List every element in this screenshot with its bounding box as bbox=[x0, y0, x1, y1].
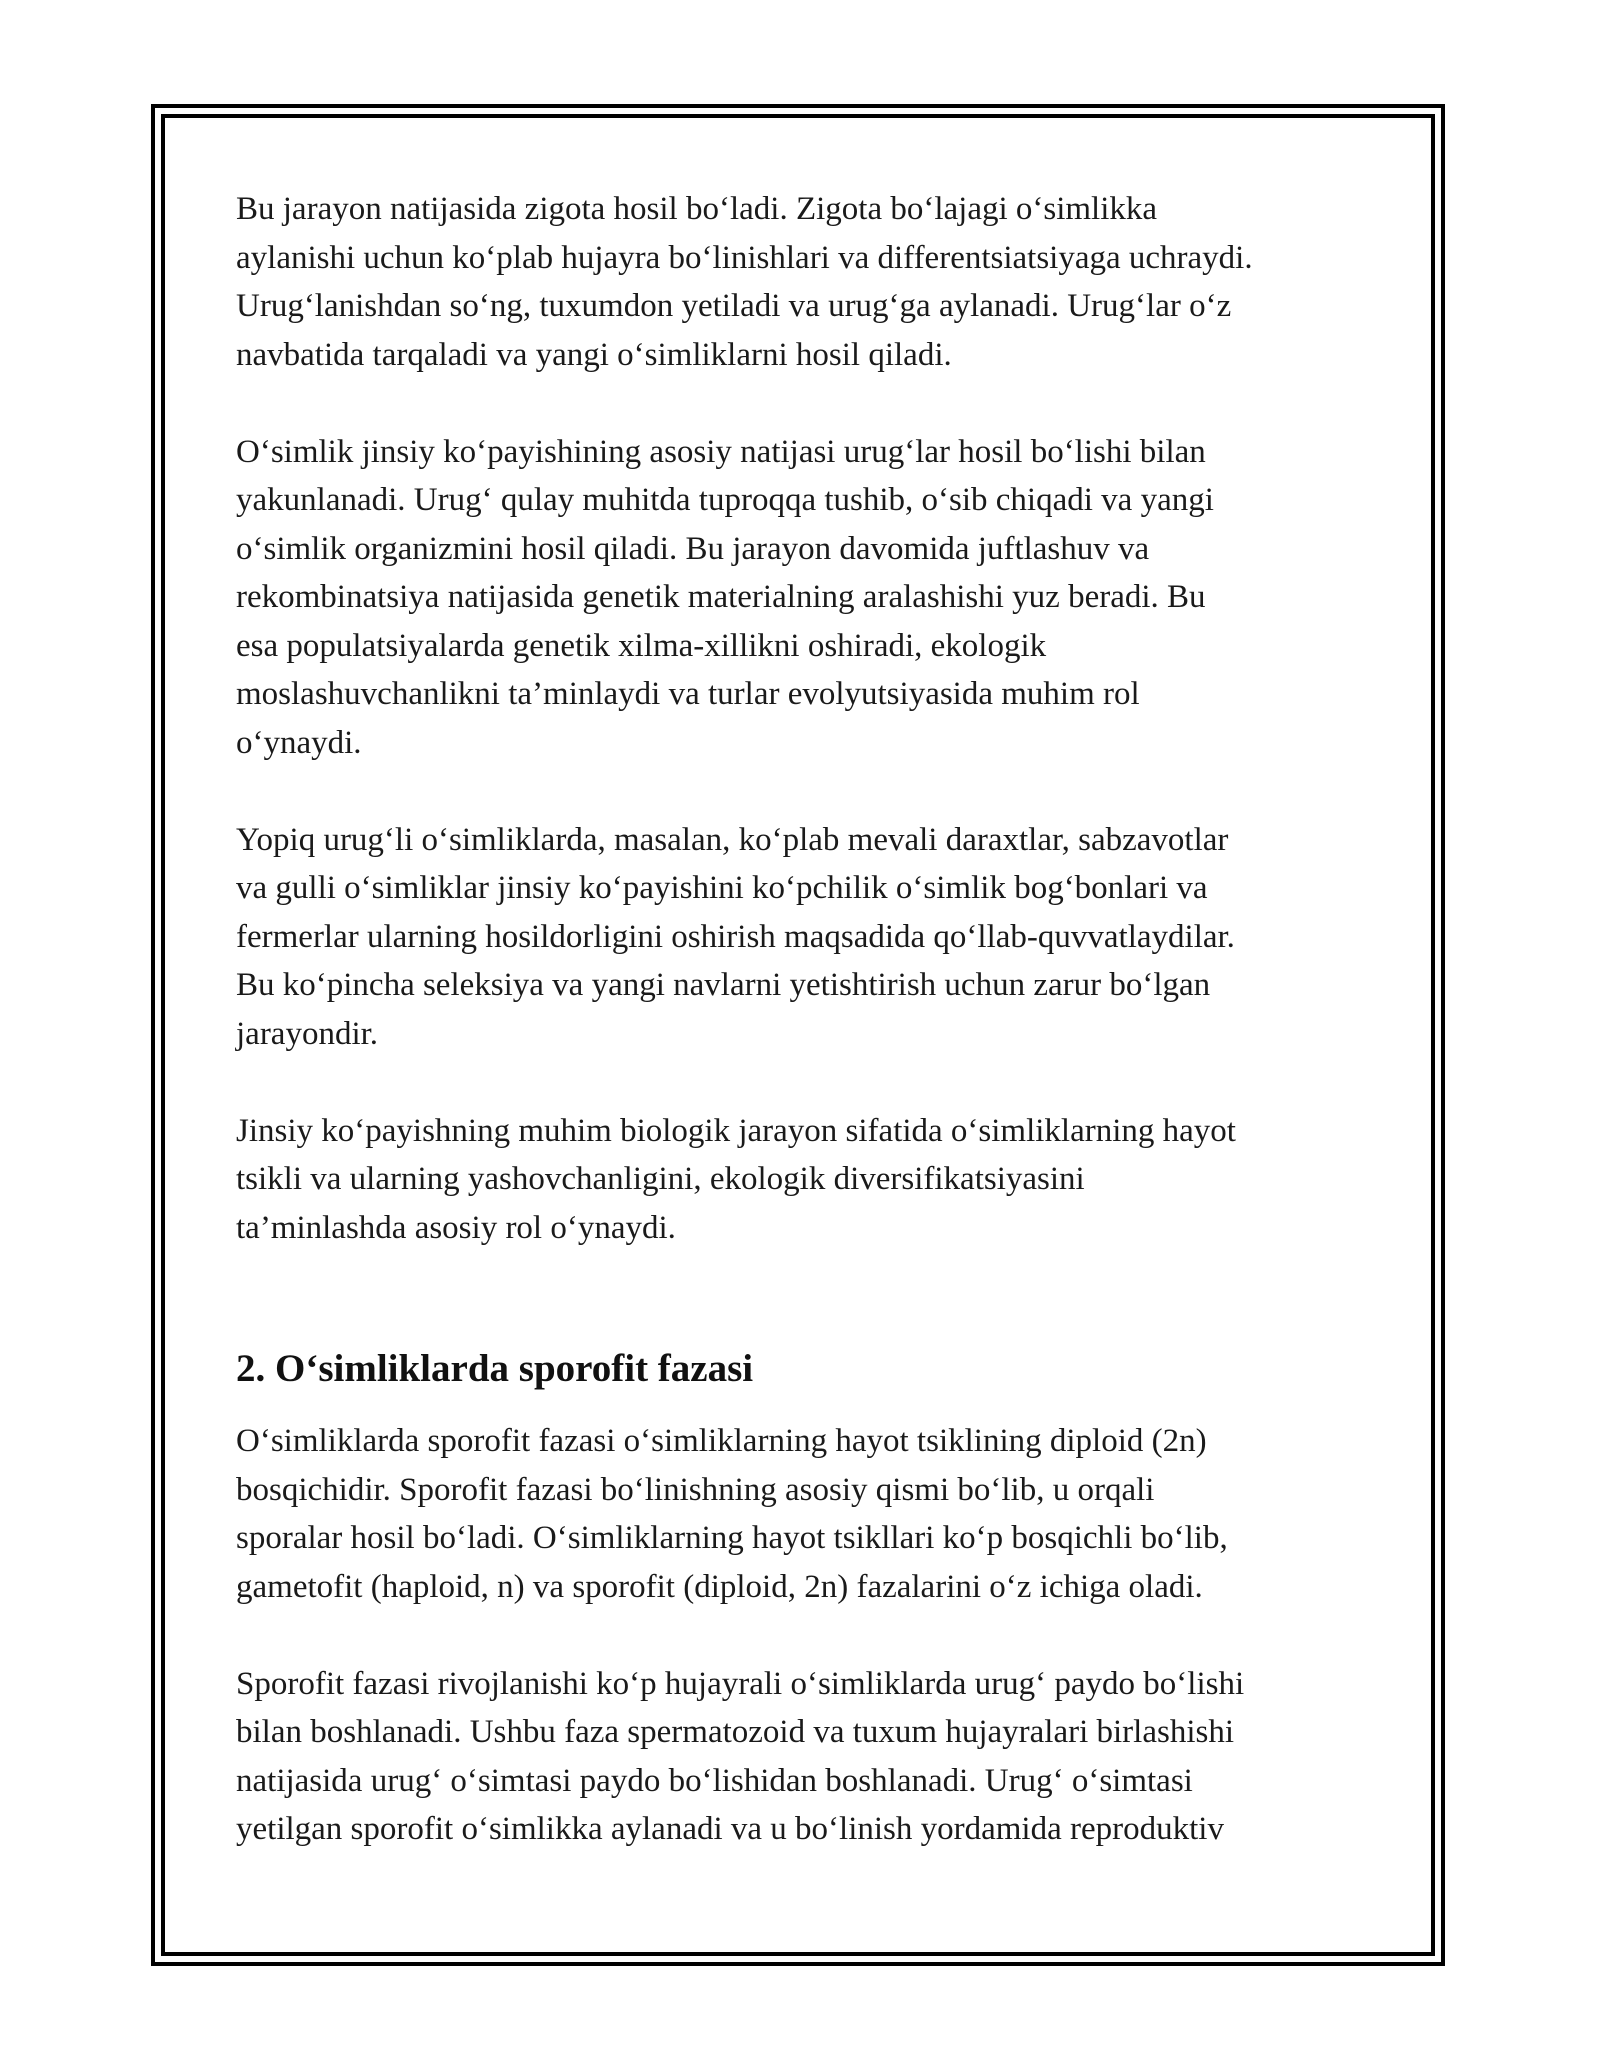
paragraph-sporophyte-development: Sporofit fazasi rivojlanishi ko‘p hujayrali o‘simliklarda urug‘ paydo bo‘lishi bilan boshlanadi. Ushbu faza spermatozoid va tuxum hujayralari birlashishi natijasida urug‘ o‘simtasi paydo bo‘lishidan boshlanadi. Urug‘ o‘simtasi yetilgan sporofit o‘simlikka aylanadi va u bo‘linish yordamida reproduktiv bbox=[236, 1665, 1245, 1847]
paragraph-sexual-reproduction-result: O‘simlik jinsiy ko‘payishining asosiy natijasi urug‘lar hosil bo‘lishi bilan yakunlanadi. Urug‘ qulay muhitda tuproqqa tushib, o‘sib chiqadi va yangi o‘simlik organizmini hosil qiladi. Bu jarayon davomida juftlashuv va rekombinatsiya natijasida genetik materialning aralashishi yuz beradi. Bu esa populatsiyalarda genetik xilma-xillikni oshiradi, ekologik moslashuvchanlikni ta’minlaydi va turlar evolyutsiyasida muhim rol o‘ynaydi. bbox=[236, 433, 1214, 761]
document-body bbox=[236, 185, 1386, 1854]
paragraph-sporophyte-definition: O‘simliklarda sporofit fazasi o‘simliklarning hayot tsiklining diploid (2n) bosqichidir. Sporofit fazasi bo‘linishning asosiy qismi bo‘lib, u orqali sporalar hosil bo‘ladi. O‘simliklarning hayot tsikllari ko‘p bosqichli bo‘lib, gametofit (haploid, n) va sporofit (diploid, 2n) fazalarini o‘z ichiga oladi. bbox=[236, 1423, 1228, 1605]
section-heading: 2. O‘simliklarda sporofit fazasi bbox=[236, 1347, 754, 1390]
paragraph-angiosperms: Yopiq urug‘li o‘simliklarda, masalan, ko‘plab mevali daraxtlar, sabzavotlar va gulli o‘simliklar jinsiy ko‘payishini ko‘pchilik o‘simlik bog‘bonlari va fermerlar ularning hosildorligini oshirish maqsadida qo‘llab-quvvatlaydilar. Bu ko‘pincha seleksiya va yangi navlarni yetishtirish uchun zarur bo‘lgan jarayondir. bbox=[236, 821, 1235, 1052]
paragraph-biological-process: Jinsiy ko‘payishning muhim biologik jarayon sifatida o‘simliklarning hayot tsikli va ularning yashovchanligini, ekologik diversifikatsiyasini ta’minlashda asosiy rol o‘ynaydi. bbox=[236, 1112, 1236, 1246]
paragraph-zygote: Bu jarayon natijasida zigota hosil bo‘ladi. Zigota bo‘lajagi o‘simlikka aylanishi uchun ko‘plab hujayra bo‘linishlari va differentsiatsiyaga uchraydi. Urug‘lanishdan so‘ng, tuxumdon yetiladi va urug‘ga aylanadi. Urug‘lar o‘z navbatida tarqaladi va yangi o‘simliklarni hosil qiladi. bbox=[236, 191, 1253, 373]
